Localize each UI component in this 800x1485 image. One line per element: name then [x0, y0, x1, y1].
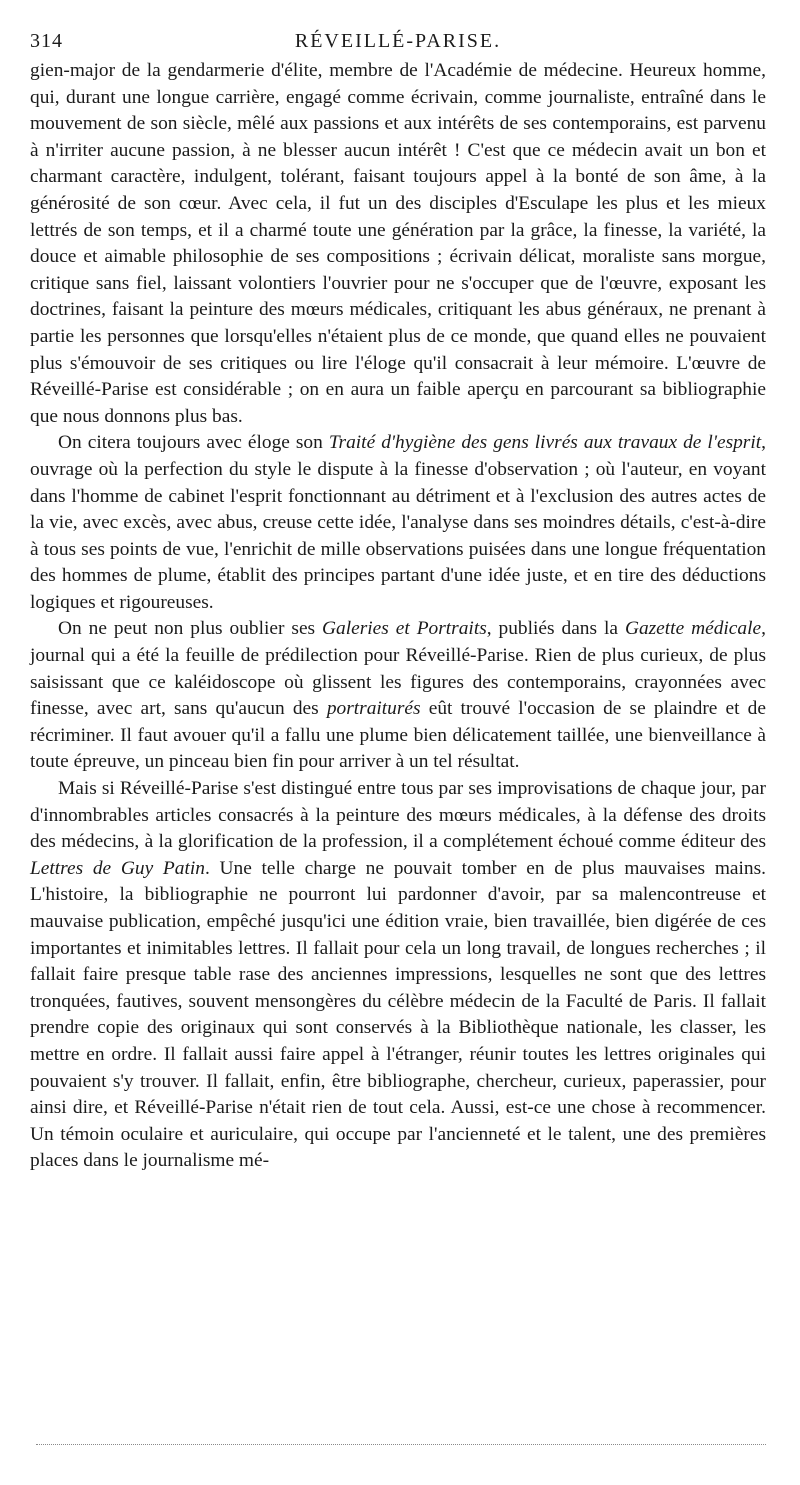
text-run: eût trouvé l'occasion de se plaindre et de récriminer. Il faut avouer qu'il a fallu une plume bien délicatement taillée, une bienveillance à toute épreuve, un pinceau bien fin pour arriver à un tel résultat.: [30, 698, 766, 773]
footer-dotted-rule: [36, 1444, 766, 1445]
italic-title: Lettres de Guy Patin: [30, 857, 205, 879]
paragraph-p4: [30, 776, 766, 1175]
text-run: , journal qui a été la feuille de prédilection pour Réveillé-Parise. Rien de plus curieux, de plus saisissant que ce kaléidoscope où glissent les figures des contemporains, crayonnées avec finesse, avec art, sans qu'aucun des: [30, 618, 766, 720]
text-run: Mais si Réveillé-Parise s'est distingué entre tous par ses improvisations de chaque jour, par d'innombrables articles consacrés à la peinture des mœurs médicales, à la défense des droits des médecins, à la glorification de la profession, il a complétement échoué comme éditeur des: [30, 778, 766, 853]
italic-title: portraiturés: [326, 698, 421, 720]
running-title: RÉVEILLÉ-PARISE.: [294, 30, 502, 52]
italic-title: Traité d'hygiène des gens livrés aux travaux de l'esprit: [328, 432, 762, 454]
body-text: [30, 58, 766, 1175]
page-header: [30, 28, 766, 58]
italic-title: Galeries et Portraits: [322, 618, 487, 640]
paragraph-p2: [30, 430, 766, 616]
italic-title: Gazette médicale: [624, 618, 762, 640]
paragraph-p3: [30, 616, 766, 776]
paragraph-p1: [30, 58, 766, 430]
text-run: , publiés dans la: [486, 618, 625, 640]
text-run: On ne peut non plus oublier ses: [58, 618, 323, 640]
text-run: . Une telle charge ne pouvait tomber en de plus mauvaises mains. L'histoire, la bibliographie ne pourront lui pardonner d'avoir, par sa malencontreuse et mauvaise publication, empêché jusqu'ici une édition vraie, bien travaillée, bien digérée de ces importantes et inimitables lettres. Il fallait pour cela un long travail, de longues recherches ; il fallait faire presque table rase des anciennes impressions, lesquelles ne sont que des lettres tronquées, fautives, souvent mensongères du célèbre médecin de la Faculté de Paris. Il fallait prendre copie des originaux qui sont conservés à la Bibliothèque nationale, les classer, les mettre en ordre. Il fallait aussi faire appel à l'étranger, réunir toutes les lettres originales qui pouvaient s'y trouver. Il fallait, enfin, être bibliographe, chercheur, curieux, paperassier, pour ainsi dire, et Réveillé-Parise n'était rien de tout cela. Aussi, est-ce une chose à recommencer. Un témoin oculaire et auriculaire, qui occupe par l'ancienneté et le talent, une des premières places dans le journalisme mé-: [30, 857, 766, 1172]
page-number: 314: [30, 30, 63, 52]
document-page: [30, 28, 766, 1175]
text-run: On citera toujours avec éloge son: [58, 432, 329, 454]
text-run: , ouvrage où la perfection du style le dispute à la finesse d'observation ; où l'auteur, en voyant dans l'homme de cabinet l'esprit fonctionnant au détriment et à l'exclusion des autres actes de la vie, avec excès, avec abus, creuse cette idée, l'analyse dans ses moindres détails, c'est-à-dire à tous ses points de vue, l'enrichit de mille observations puisées dans une longue fréquentation des hommes de plume, établit des principes partant d'une idée juste, et en tire des déductions logiques et rigoureuses.: [30, 432, 766, 613]
text-run: gien-major de la gendarmerie d'élite, membre de l'Académie de médecine. Heureux homme, qui, durant une longue carrière, engagé comme écrivain, comme journaliste, entraîné dans le mouvement de son siècle, mêlé aux passions et aux intérêts de ses contemporains, est parvenu à n'irriter aucune passion, à ne blesser aucun intérêt ! C'est que ce médecin avait un bon et charmant caractère, indulgent, tolérant, faisant toujours appel à la bonté de son âme, à la générosité de son cœur. Avec cela, il fut un des disciples d'Esculape les plus et les mieux lettrés de son temps, et il a charmé toute une génération par la grâce, la finesse, la variété, la douce et aimable philosophie de ses compositions ; écrivain délicat, moraliste sans morgue, critique sans fiel, laissant volontiers l'ouvrier pour ne s'occuper que de l'œuvre, exposant les doctrines, faisant la peinture des mœurs médicales, critiquant les abus généraux, ne prenant à partie les personnes que lorsqu'elles n'étaient plus de ce monde, que quand elles ne pouvaient plus s'émouvoir de ses critiques ou lire l'éloge qu'il consacrait à leur mémoire. L'œuvre de Réveillé-Parise est considérable ; on en aura un faible aperçu en parcourant sa bibliographie que nous donnons plus bas.: [30, 60, 766, 427]
